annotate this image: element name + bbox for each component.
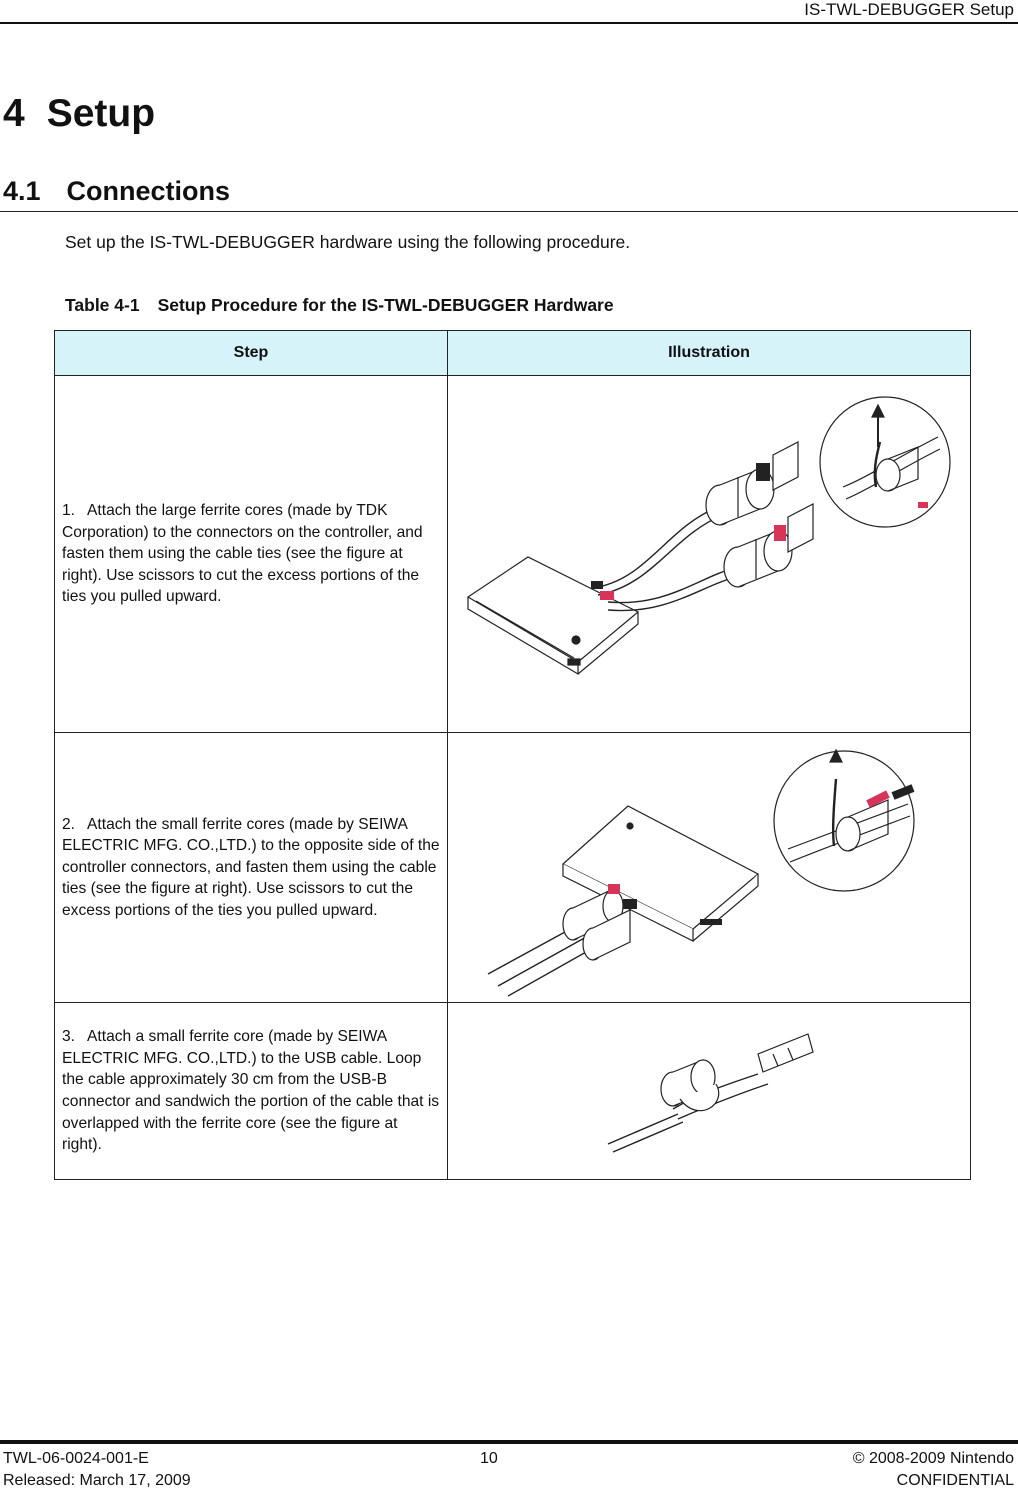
step-number: 2. xyxy=(62,815,76,833)
header-illustration: Illustration xyxy=(448,331,971,376)
table-caption xyxy=(65,295,614,316)
chapter-title: Setup xyxy=(46,92,156,135)
footer-rule xyxy=(0,1440,1018,1444)
step-cell xyxy=(55,1003,448,1180)
controller-icon xyxy=(468,557,638,674)
connector-plug-pink-icon xyxy=(608,884,620,894)
step-text: Attach the small ferrite cores (made by SEIWA ELECTRIC MFG. CO.,LTD.) to the opposite side of the controller connectors, and fasten them using the cable ties (see the figure at right). Use scissors to cut the excess portions of the ties you pulled upward. xyxy=(62,815,440,919)
table-header-row xyxy=(55,331,971,376)
setup-procedure-table xyxy=(54,330,971,1180)
footer-release-date: Released: March 17, 2009 xyxy=(3,1472,191,1489)
ferrite-core-icon xyxy=(661,1060,719,1111)
header-step: Step xyxy=(55,331,448,376)
connector-plug-icon xyxy=(623,899,637,909)
illustration-cell xyxy=(448,733,971,1003)
connector-plug-icon xyxy=(591,581,603,589)
table-caption-label: Table 4-1 xyxy=(65,295,140,315)
table-row xyxy=(55,733,971,1003)
section-heading xyxy=(3,176,230,207)
connector-plug-pink-icon xyxy=(600,591,614,600)
chapter-number: 4 xyxy=(3,92,25,135)
footer-confidential: CONFIDENTIAL xyxy=(896,1472,1014,1489)
usb-ferrite-core-illustration xyxy=(448,1004,971,1179)
detail-magnifier-icon xyxy=(774,750,914,891)
usb-b-connector-icon xyxy=(758,1034,813,1072)
footer-page-number: 10 xyxy=(480,1450,498,1467)
ferrite-core-icon xyxy=(563,889,630,960)
section-number: 4.1 xyxy=(3,176,41,206)
header-rule xyxy=(0,22,1018,24)
section-rule xyxy=(0,211,1018,212)
chapter-heading xyxy=(3,92,155,136)
large-ferrite-core-illustration xyxy=(448,377,971,732)
step-cell xyxy=(55,733,448,1003)
table-row xyxy=(55,1003,971,1180)
table-caption-title: Setup Procedure for the IS-TWL-DEBUGGER Hardware xyxy=(157,295,614,315)
step-number: 1. xyxy=(62,502,76,520)
step-text: Attach the large ferrite cores (made by TDK Corporation) to the connectors on the controller, and fasten them using the cable ties (see the figure at right). Use scissors to cut the excess portions of the ties you pulled upward. xyxy=(62,502,423,606)
step-cell xyxy=(55,376,448,733)
section-title: Connections xyxy=(66,176,231,206)
small-ferrite-core-illustration xyxy=(448,734,971,1002)
step-text: Attach a small ferrite core (made by SEIWA ELECTRIC MFG. CO.,LTD.) to the USB cable. Loop the cable approximately 30 cm from the USB-B connector and sandwich the portion of the cable that is overlapped with the ferrite core (see the figure at right). xyxy=(62,1028,440,1154)
table-row xyxy=(55,376,971,733)
footer-copyright: © 2008-2009 Nintendo xyxy=(852,1450,1014,1467)
detail-magnifier-icon xyxy=(820,397,950,527)
illustration-cell xyxy=(448,376,971,733)
footer-doc-id: TWL-06-0024-001-E xyxy=(3,1450,149,1467)
step-number: 3. xyxy=(62,1028,76,1046)
illustration-cell xyxy=(448,1003,971,1180)
intro-paragraph: Set up the IS-TWL-DEBUGGER hardware using the following procedure. xyxy=(65,232,631,252)
document-header-title: IS-TWL-DEBUGGER Setup xyxy=(804,0,1014,19)
